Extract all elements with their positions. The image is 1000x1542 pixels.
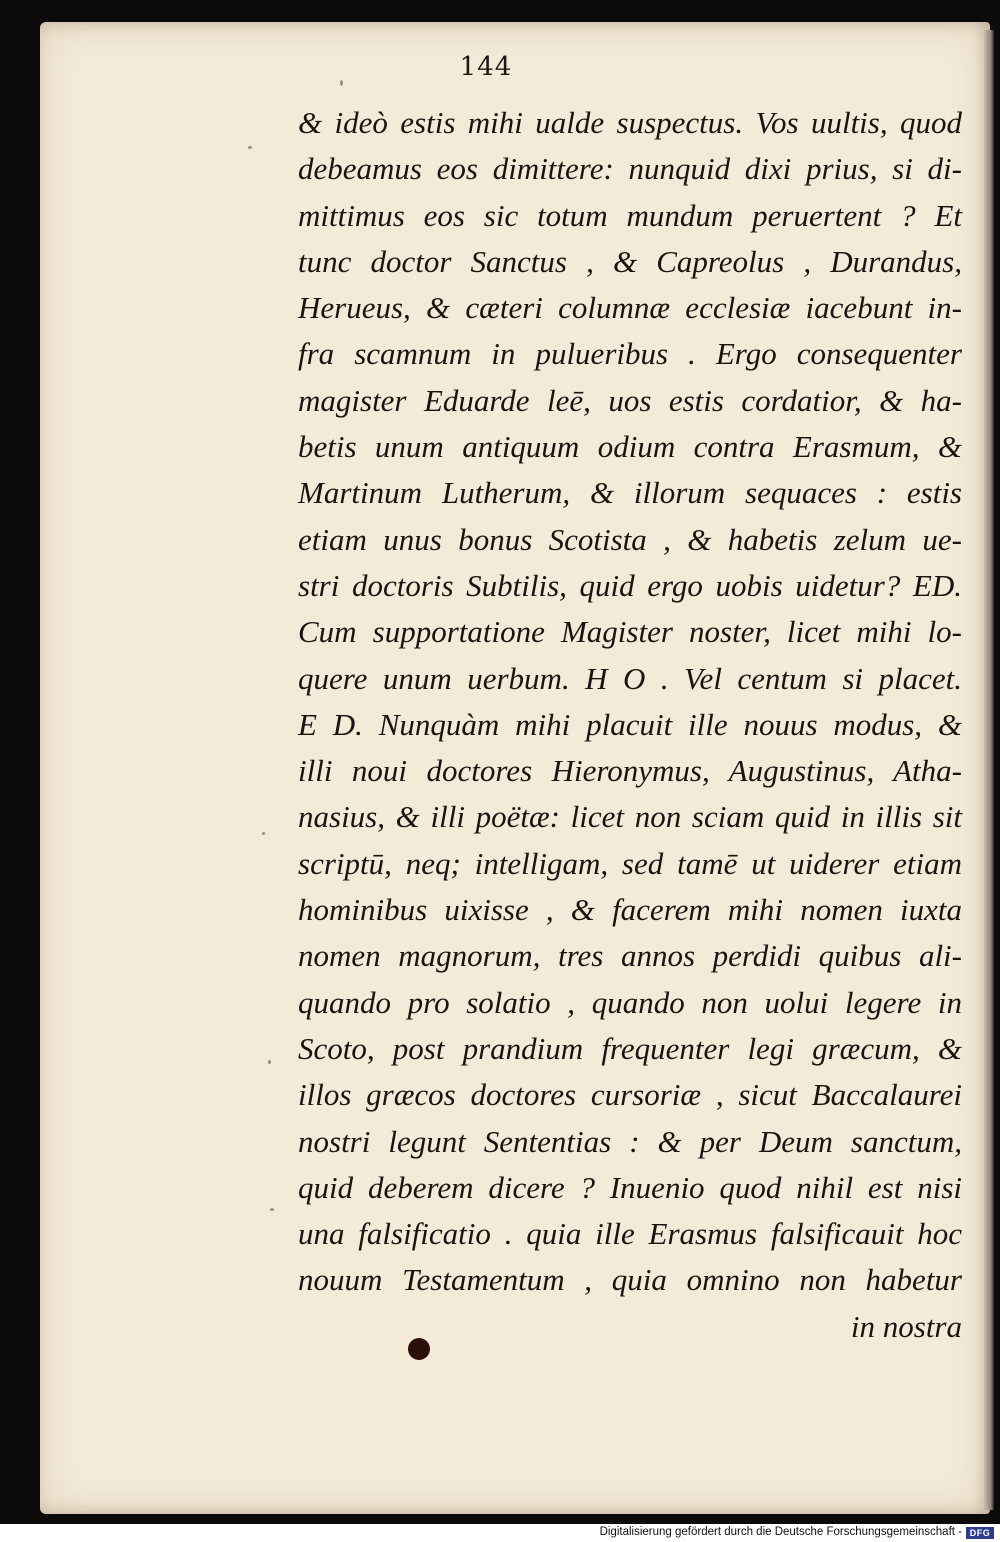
page-number: 144 [459, 52, 513, 82]
text-line: Cum supportatione Magister noster, licet mihi lo- [298, 614, 962, 650]
text-line: illos græcos doctores cursoriæ , sicut Baccalaurei [298, 1077, 962, 1113]
footer-bar [0, 1524, 1000, 1542]
text-line: E D. Nunquàm mihi placuit ille nouus modus, & [298, 706, 962, 742]
text-line: scriptū, neq; intelligam, sed tamē ut uiderer etiam [298, 845, 962, 881]
paper-speck [248, 146, 252, 149]
dfg-logo: DFG [966, 1527, 994, 1539]
text-line: Scoto, post prandium frequenter legi græcum, & [298, 1030, 962, 1066]
text-line: nasius, & illi poëtæ: licet non sciam quid in illis sit [298, 799, 962, 835]
text-line: etiam unus bonus Scotista , & habetis zelum ue- [298, 521, 962, 557]
text-line: betis unum antiquum odium contra Erasmum, & [298, 429, 962, 465]
text-line: debeamus eos dimittere: nunquid dixi prius, si di- [298, 151, 962, 187]
text-line: una falsificatio . quia ille Erasmus falsificauit hoc [298, 1216, 962, 1252]
text-line: nostri legunt Sententias : & per Deum sanctum, [298, 1123, 962, 1159]
text-line: quere unum uerbum. H O . Vel centum si placet. [298, 660, 962, 696]
funding-credit: Digitalisierung gefördert durch die Deutsche Forschungsgemeinschaft - [599, 1526, 962, 1538]
text-line: stri doctoris Subtilis, quid ergo uobis uidetur? ED. [298, 567, 962, 603]
text-line: magister Eduarde leē, uos estis cordatior, & ha- [298, 382, 962, 418]
paper-speck [270, 1208, 274, 1211]
catchword: in nostra [850, 1308, 962, 1344]
ink-blot [408, 1338, 430, 1360]
text-line: nouum Testamentum , quia omnino non habetur [298, 1262, 962, 1298]
text-line: quando pro solatio , quando non uolui legere in [298, 984, 962, 1020]
text-line: mittimus eos sic totum mundum peruertent ? Et [298, 197, 962, 233]
text-line: hominibus uixisse , & facerem mihi nomen iuxta [298, 892, 962, 928]
text-line: Herueus, & cæteri columnæ ecclesiæ iacebunt in- [298, 290, 962, 326]
page-text [298, 100, 962, 1350]
page-edge [984, 30, 994, 1510]
paper-speck [340, 80, 343, 86]
text-line: tunc doctor Sanctus , & Capreolus , Durandus, [298, 243, 962, 279]
paper-speck [268, 1060, 271, 1064]
text-line: Martinum Lutherum, & illorum sequaces : estis [298, 475, 962, 511]
paper-speck [262, 832, 265, 835]
text-line: illi noui doctores Hieronymus, Augustinus, Atha- [298, 753, 962, 789]
text-line: nomen magnorum, tres annos perdidi quibus ali- [298, 938, 962, 974]
text-line: & ideò estis mihi ualde suspectus. Vos uultis, quod [298, 105, 962, 140]
text-line: quid deberem dicere ? Inuenio quod nihil est nisi [298, 1169, 962, 1205]
text-line: fra scamnum in pulueribus . Ergo consequenter [298, 336, 962, 372]
